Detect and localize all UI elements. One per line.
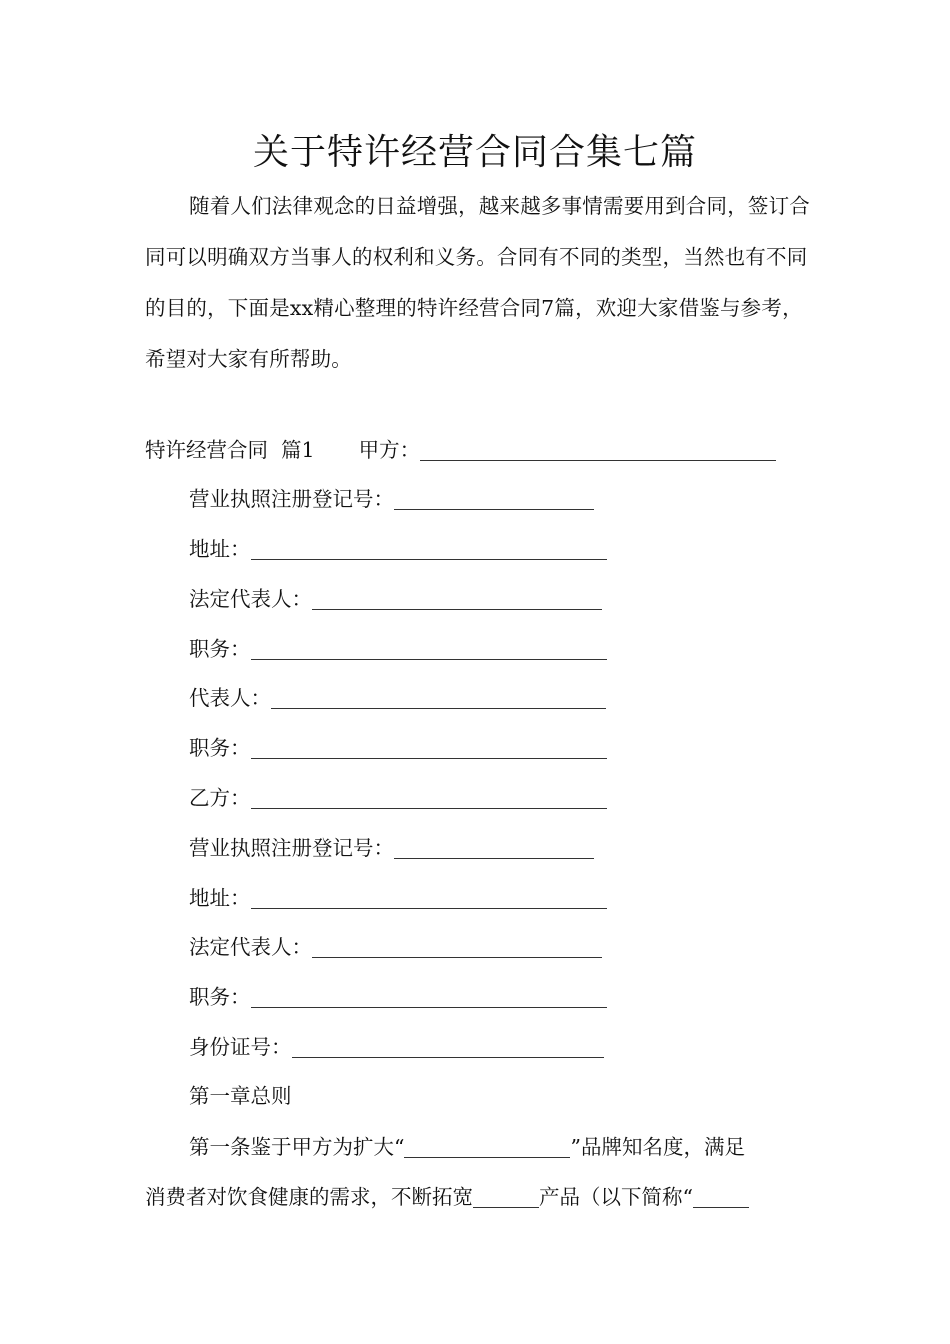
field-registration-no-b <box>189 833 594 863</box>
field-position-a <box>189 634 607 664</box>
field-blank <box>312 935 602 958</box>
page-title: 关于特许经营合同合集七篇 <box>252 132 697 173</box>
party-b-blank <box>251 786 607 809</box>
field-label: 营业执照注册登记号： <box>189 487 394 511</box>
product-blank <box>473 1185 539 1208</box>
field-label: 职务： <box>189 637 251 661</box>
field-label: 职务： <box>189 985 251 1009</box>
field-label: 法定代表人： <box>189 587 312 611</box>
field-label: 营业执照注册登记号： <box>189 836 394 860</box>
short-name-blank <box>693 1185 749 1208</box>
party-a-label: 甲方： <box>358 438 421 462</box>
field-legal-rep-a <box>189 584 602 614</box>
brand-blank <box>404 1135 570 1158</box>
article-text: 消费者对饮食健康的需求，不断拓宽 <box>145 1185 473 1209</box>
field-label: 地址： <box>189 886 251 910</box>
section-heading: 特许经营合同 篇1 <box>145 438 315 462</box>
field-label: 职务： <box>189 736 251 760</box>
field-registration-no-a <box>189 484 594 514</box>
field-blank <box>251 886 607 909</box>
field-position-b <box>189 982 607 1012</box>
article-text: 第一条鉴于甲方为扩大“ <box>189 1135 405 1159</box>
field-position-a2 <box>189 733 607 763</box>
field-label: 代表人： <box>189 686 271 710</box>
field-label: 地址： <box>189 537 251 561</box>
field-address-b <box>189 883 607 913</box>
party-a-blank <box>420 438 776 461</box>
chapter-heading: 第一章总则 <box>189 1084 292 1108</box>
field-blank <box>394 836 594 859</box>
party-b-label: 乙方： <box>189 786 251 810</box>
chapter-heading-line <box>189 1081 292 1111</box>
field-label: 身份证号： <box>189 1035 292 1059</box>
field-blank <box>251 637 607 660</box>
article-text: ”品牌知名度，满足 <box>570 1135 745 1159</box>
section-heading-line <box>145 435 776 465</box>
intro-paragraph: 随着人们法律观念的日益增强，越来越多事情需要用到合同，签订合同可以明确双方当事人的权利和义务。合同有不同的类型，当然也有不同的目的，下面是xx精心整理的特许经营合同7篇，欢迎大家借鉴与参考，希望对大家有所帮助。 <box>145 194 810 371</box>
field-blank <box>251 985 607 1008</box>
article-text: 产品（以下简称“ <box>539 1185 693 1209</box>
article-1-line-1 <box>189 1132 745 1162</box>
field-id-number-b <box>189 1032 604 1062</box>
field-blank <box>251 537 607 560</box>
party-b-line <box>189 783 607 813</box>
field-blank <box>271 686 606 709</box>
field-blank <box>312 587 602 610</box>
field-address-a <box>189 534 607 564</box>
field-legal-rep-b <box>189 932 602 962</box>
field-blank <box>292 1035 604 1058</box>
field-blank <box>251 736 607 759</box>
article-1-line-2 <box>145 1182 749 1212</box>
field-blank <box>394 487 594 510</box>
field-representative-a <box>189 683 606 713</box>
field-label: 法定代表人： <box>189 935 312 959</box>
